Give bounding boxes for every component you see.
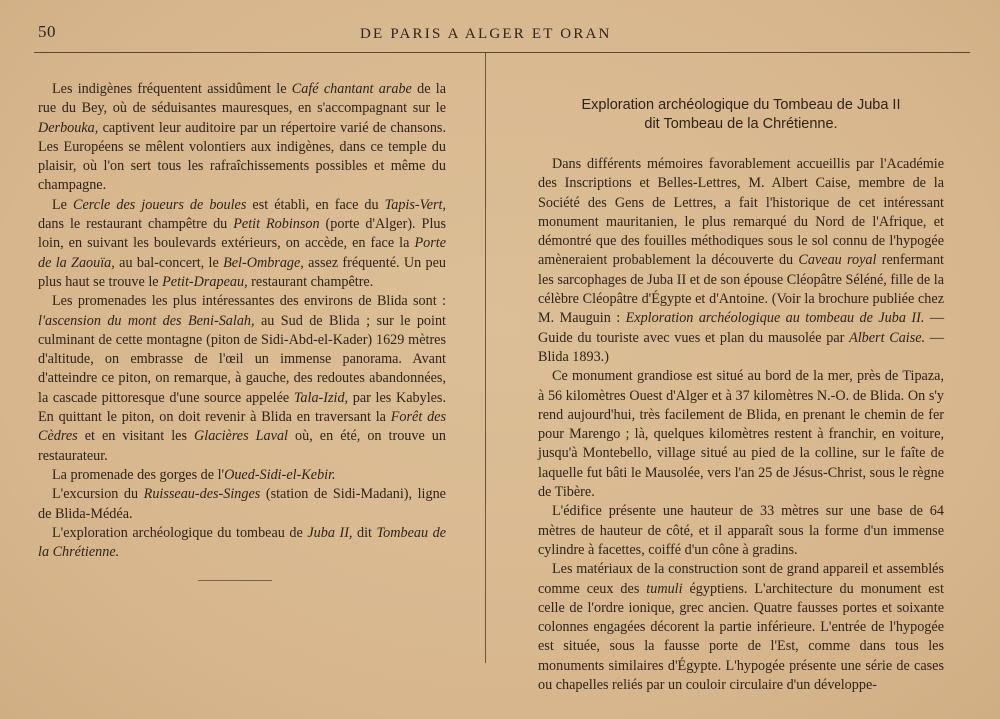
italic-run: Ruisseau-des-Singes [143,486,261,503]
italic-run: Derbouka, [38,119,99,136]
end-rule [198,580,272,581]
text-run: dit [352,524,377,541]
paragraph-promenades [38,292,446,466]
italic-run: Tombeau de la Chrétienne. [38,524,446,561]
paragraph-cercle-boules [38,196,446,292]
italic-run: Juba II, [307,524,353,541]
italic-run: Exploration archéologique au tombeau de Juba II. [625,310,925,327]
text-run: Les matériaux de la construction sont de grand appareil et assemblés comme ceux des [538,561,944,597]
paragraph-memoires [538,155,944,367]
text-run: (station de Sidi-Madani), ligne de Blida-Médéa. [38,486,446,522]
paragraph-cafe-chantant [38,80,446,196]
text-run: assez fréquenté. Un peu plus haut se trouve le [38,254,446,290]
italic-run: l'ascension du mont des Beni-Salah, [38,312,255,329]
text-run: (porte d'Alger). Plus loin, en suivant les boulevards extérieurs, on accède, en face la [38,216,446,252]
text-run: est établi, en face du [246,196,385,213]
italic-run: Café chantant arabe [291,81,412,97]
italic-run: tumuli [646,580,683,597]
italic-run: Tapis-Vert, [384,196,447,213]
italic-run: Porte de la Zaouïa, [38,235,446,271]
text-run: Les indigènes fréquentent assidûment le [52,81,292,97]
italic-run: Albert Caise. [849,329,926,346]
text-run: — Blida 1893.) [538,329,945,365]
column-divider [485,53,486,663]
italic-run: Cercle des joueurs de boules [73,196,247,213]
paragraph-exploration [38,524,446,563]
header-rule [34,52,970,53]
title-line: dit Tombeau de la Chrétienne. [644,116,838,132]
text-run: dans le restaurant champêtre du [38,216,234,233]
article-title [538,96,944,134]
text-run: L'excursion du [52,486,144,503]
running-title: DE PARIS A ALGER ET ORAN [360,26,612,42]
paragraph-edifice: L'édifice présente une hauteur de 33 mètres sur une base de 64 mètres de hauteur de côté, et il apparaît sous la forme d'un immense cylindre à facettes, coiffé d'un cône à gradins. [538,503,944,558]
italic-run: Oued-Sidi-el-Kebir. [224,466,336,483]
text-run: de la rue du Bey, où de séduisantes mauresques, en s'accompagnant sur le [38,81,446,117]
text-run: et en visitant les [77,428,194,445]
italic-run: Bel-Ombrage, [223,254,304,271]
page-number: 50 [38,22,56,41]
italic-run: Tala-Izid, [293,389,349,406]
italic-run: Glacières Laval [194,428,288,445]
title-line: Exploration archéologique du Tombeau de Juba II [581,97,901,113]
paragraph-monument: Ce monument grandiose est situé au bord de la mer, près de Tipaza, à 56 kilomètres Ouest d'Alger et à 37 kilomètres N.-O. de Blida. On s'y rend aujourd'hui, très facilement de Blida, en prenant le chemin de fer pour Marengo ; là, quelques kilomètres restent à franchir, en voiture, jusqu'à Montebello, village situé au pied de la colline, sur le faîte de laquelle fut bâti le Mausolée, vers l'an 25 de Jésus-Christ, sous le règne de Tibère. [538,368,944,501]
paragraph-ruisseau [38,485,446,524]
italic-run: Petit-Drapeau, [162,273,248,290]
paragraph-materiaux [538,560,944,695]
right-column [538,155,944,695]
italic-run: Forêt des Cèdres [38,409,446,445]
text-run: La promenade des gorges de l' [52,466,225,483]
text-run: restaurant champêtre. [247,273,374,290]
text-run: L'exploration archéologique du tombeau de [52,524,308,541]
text-run: — Guide du touriste avec vues et plan du mausolée par [538,310,945,346]
text-run: au Sud de Blida ; sur le point culminant de cette montagne (piton de Sidi-Abd-el-Kader) 1629 mètres d'altitude, on embrasse de l'œil un immense panorama. Avant d'atteindre ce piton, on remarque, à gauche, des redoutes abandonnées, la cascade pittoresque d'une source appelée [38,312,446,406]
text-run: Le [52,196,74,213]
text-run: captivent leur auditoire par un répertoire varié de chansons. Les Européens se mêlent volontiers aux indigènes, dans ce temple du plaisir, où l'on sert tous les rafraîchissements possibles et même du champagne. [38,119,446,194]
left-column [38,80,446,562]
text-run: au bal-concert, le [114,254,224,271]
text-run: renfermant les sarcophages de Juba II et de son épouse Cléopâtre Séléné, fille de la célèbre Cléopâtre d'Égypte et d'Antoine. (Voir la brochure publiée chez M. Mauguin : [538,252,945,327]
italic-run: Caveau royal [798,252,877,269]
text-run: égyptiens. L'architecture du monument est celle de l'ordre ionique, grec ancien. Quatre fausses portes et soixante colonnes engagées décorent la partie inférieure. L'entrée de l'hypogée est située, sous la fausse porte de l'Est, comme dans tous les monuments similaires d'Égypte. L'hypogée présente une série de cases ou chapelles reliés par un couloir circulaire d'un développe- [538,580,945,694]
text-run: Les promenades les plus intéressantes des environs de Blida sont : [52,293,446,310]
text-run: où, en été, on trouve un restaurateur. [38,428,446,464]
text-run: par les Kabyles. En quittant le piton, on doit revenir à Blida en traversant la [38,389,447,426]
paragraph-gorges [38,466,446,485]
text-run: Dans différents mémoires favorablement accueillis par l'Académie des Inscriptions et Belles-Lettres, M. Albert Caise, membre de la Société des Gens de Lettres, a fait l'historique de cet intéressant monument mauritanien, le plus remarqué du Nord de l'Afrique, et démontré que des fouilles méthodiques sous le sol connu de l'hypogée amèneraient probablement la découverte du [538,156,944,269]
italic-run: Petit Robinson [233,216,320,233]
